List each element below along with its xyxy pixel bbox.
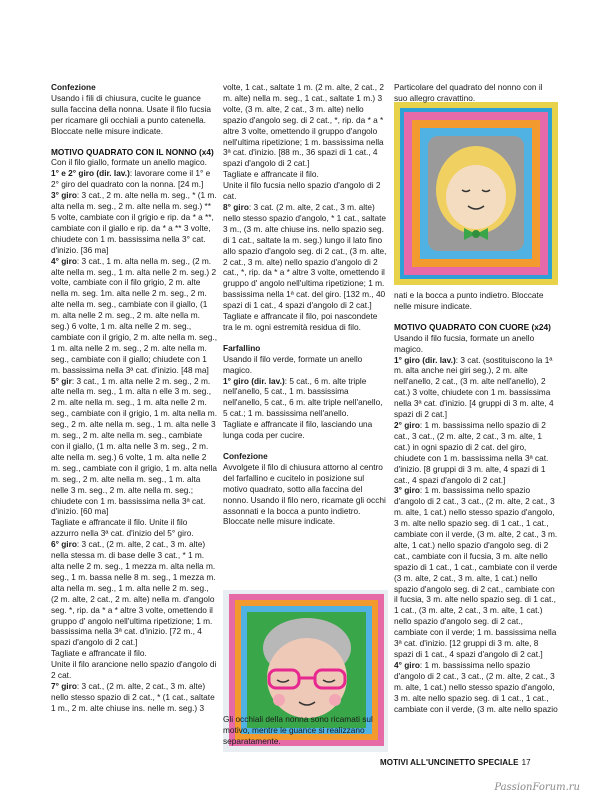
round-instruction [51,681,217,714]
round-instruction [394,660,558,715]
grandpa-square-photo [394,102,558,285]
watermark-text: PassionForum.ru [494,782,580,793]
body-paragraph: Tagliate e affrancate il filo. Unite il filo azzurro nella 3ª cat. d'inizio del 5° giro. [51,517,194,539]
round-instruction [223,202,388,311]
page-footer [380,758,531,767]
round-instruction [394,355,558,420]
section-heading: Confezione [223,451,268,461]
motif-title: MOTIVO QUADRATO CON CUORE (x24) [394,321,551,332]
round-text: : 1 m. bassissima nello spazio d'angolo di 2 cat., 3 cat., (2 m. alte, 2 cat., 3 m. alte, 1 cat.) nello stesso spazio d'angolo, 3 m. alte nello spazio seg. di 1 cat., 1 cat., cambiate con il verde, (3 m. alte, 2 cat., 3 m. alte, 1 cat.) nello spazio d'angolo seg. di 2 cat., cambiate con il fucsia, 3 m. alte nello spazio di 1 cat., 1 cat., cambiate con il verde (3 m. alte, 2 cat., 3 m. alte, 1 cat.) nello spazio d'angolo seg. di 2 cat., cambiate con il fucsia, 3 m. alte nello spazio seg. di 1 cat., 1 cat., (3 m. alte, 2 cat., 3 m. alte, 1 cat.) nello spazio d'angolo seg. di 2 cat., cambiate con il verde; 1 m. bassissima nella 3ª cat. d'inizio. [12 gruppi di 3 m. alte, 8 spazi di 1 cat., 4 spazi d'angolo di 2 cat.] [394,485,558,659]
round-text: : 3 cat., (2 m. alte, 2 cat., 3 m. alte) nella stessa m. di base delle 3 cat., * 1 m. alta nelle 2 m. seg., 1 mezza m. alta nella m. seg., 1 m. bassa nelle 8 m. seg., 1 mezza m. alta nella m. seg., 1 m. alta nelle 2 m. seg., (2 m. alte, 2 cat., 2 m. alte) nella m. d'angolo seg. *, rip. da * a * altre 3 volte, omettendo il gruppo d' angolo nell'ultima ripetizione; 1 m. bassissima nella 3ª cat. d'inizio. [72 m., 4 spazi d'angolo di 2 cat.] [51,539,216,648]
body-paragraph: Tagliate e affrancate il filo, poi nascondete tra le m. ogni estremità residua di filo. [223,311,378,332]
column-middle [223,82,388,527]
round-instruction [51,256,217,376]
section-heading: Confezione [51,82,96,92]
page-number: 17 [521,758,531,767]
round-label: 8° giro [223,201,249,212]
round-label: 3° giro [51,190,77,201]
round-instruction [51,539,217,648]
round-label: 7° giro [51,680,77,691]
body-paragraph: Unite il filo arancione nello spazio d'angolo di 2 cat. [51,659,217,681]
round-instruction [394,485,558,660]
section-heading: Farfallino [223,342,261,353]
footer-title: MOTIVI ALL'UNCINETTO SPECIALE [380,758,519,767]
round-label: 1° e 2° giro (dir. lav.) [51,168,130,179]
body-paragraph: nati e la bocca a punto indietro. Bloccate nelle misure indicate. [394,290,544,311]
round-instruction [51,376,217,518]
round-text: : 1 m. bassissima nello spazio d'angolo di 2 cat., 3 cat., (2 m. alte, 2 cat., 3 m. alte, 1 cat.) nello stesso spazio d'angolo, 3 m. alte nello spazio seg. di 1 cat., 1 cat., cambiate con il verde, (3 m. alte nello spazio [394,659,558,714]
round-text: : lavorare come il 1° e 2° giro del quadrato con la nonna. [24 m.] [51,168,211,190]
grandpa-photo-caption: Particolare del quadrato del nonno con il suo allegro cravattino. [394,82,543,103]
column-right [394,290,558,714]
round-label: 4° giro [51,255,77,266]
body-paragraph: Usando i fili di chiusura, cucite le guance sulla faccina della nonna. Usate il filo fucsia per ricamare gli occhiali a punto catenella. Bloccate nelle misure indicate. [51,92,212,136]
body-paragraph: volte, 1 cat., saltate 1 m. (2 m. alte, 2 cat., 2 m. alte) nella m. seg., 1 cat., saltate 1 m.) 3 volte, (3 m. alte, 2 cat., 3 m. alte) nello spazio d'angolo seg. di 2 cat., *, rip. da * a * altre 3 volte, omettendo il gruppo d'angolo nell'ultima ripetizione; 1 m. bassissima nella 3ª cat. d'inizio. [88 m., 36 spazi di 1 cat., 4 spazi d'angolo di 2 cat.] [223,82,384,169]
round-text: : 1 m. bassissima nello spazio di 2 cat., 3 cat., (2 m. alte, 2 cat., 3 m. alte, 1 cat.) in ogni spazio di 2 cat. del giro, chiudete con 1 m. bassissima nella 3ª cat. d'inizio. [8 gruppi di 3 m. alte, 4 spazi di 1 cat., 4 spazi d'angolo di 2 cat.] [394,419,549,485]
round-instruction [51,168,217,190]
round-label: 3° giro [394,485,420,496]
round-text: : 3 cat., 2 m. alte nella m. seg., * (1 m. alta nella m. seg., 2 m. alte nella m. seg.) ** 5 volte, cambiate con il grigio e rip. da * a **, cambiate con il giallo e rip. da * a ** 3 volte, chiudete con 1 m. bassissima nella 3° cat. d'inizio. [36 ma] [51,190,217,255]
body-paragraph: Avvolgete il filo di chiusura attorno al centro del farfallino e cucitelo in posizione sul motivo quadrato, sotto alla faccina del nonno. Usando il filo nero, ricamate gli occhi assonnati e la bocca a punto indietro. Bloccate nelle misure indicate. [223,461,386,527]
round-label: 6° giro [51,539,77,550]
round-text: : 3 cat. (sostituiscono la 1ª m. alta anche nei giri seg.), 2 m. alte nell'anello, 2 cat., (3 m. alte nell'anello), 2 cat.) 3 volte, chiudete con 1 m. bassissima nella 3ª cat. d'inizio. [4 gruppi di 3 m. alte, 4 spazi di 2 cat.] [394,354,554,420]
round-label: 4° giro [394,659,420,670]
body-paragraph: Unite il filo fucsia nello spazio d'angolo di 2 cat. [223,180,381,202]
round-instruction [51,190,217,255]
round-instruction [223,376,388,420]
body-paragraph: Tagliate e affrancate il filo, lasciando una lunga coda per cucire. [223,419,373,441]
round-label: 1° giro (dir. lav.) [223,375,285,386]
round-text: : 3 cat. (2 m. alte, 2 cat., 3 m. alte) nello stesso spazio d'angolo, * 1 cat., saltate 3 m., (3 m. alte chiuse ins. nello spazio seg. di 1 cat., saltate la m. seg.) lungo il lato fino allo spazio d'angolo seg. di 2 cat., (3 m. alte, 2 cat., 3 m. alte) nello spazio d'angolo di 2 cat., *, rip. da * a * altre 3 volte, omettendo il gruppo d' angolo nell'ultima ripetizione; 1 m. bassissima nella 1ª cat. del giro. [132 m., 40 spazi di 1 cat., 4 spazi d'angolo di 2 cat.] [223,201,387,311]
grandma-photo-caption: Gli occhiali della nonna sono ricamati sul motivo, mentre le guance si realizzano separatamente. [223,714,373,746]
body-paragraph: Usando il filo fucsia, formate un anello magico. [394,332,535,354]
round-label: 2° giro [394,419,420,430]
round-text: : 3 cat., 1 m. alta nelle 2 m. seg., 2 m. alte nella m. seg., 1 m. alta n elle 3 m. seg., 2 m. alte nella m. seg., 1 m. alta nelle 2 m. seg., cambiate con il grigio, 1 m. alta nella m. seg., 2 m. alte nella m. seg., 1 m. alta nelle 3 m. seg., 2 m. alte nella m. seg., cambiate con il giallo, (1 m. alta nelle 3 m. seg., 2 m. alte nella m. seg.) 6 volte, 1 m. alta nelle 2 m. seg., cambiate con il grigio, 1 m. alta nella m. seg., 2 m. alte nella m. seg., 1 m. alta nelle 3 m. seg., 2 m. alte nella m. seg.; chiudete con 1 m. bassissima nella 3ª cat. d'inizio. [60 ma] [51,375,218,517]
round-text: : 3 cat., (2 m. alte, 2 cat., 3 m. alte) nello stesso spazio di 2 cat., * (1 cat., saltate 1 m., 2 m. alte chiuse ins. nelle m. seg.) 3 [51,680,215,713]
body-paragraph: Tagliate e affrancate il filo. [223,169,319,180]
round-text: : 5 cat., 6 m. alte triple nell'anello, 5 cat., 1 m. bassissima nell'anello, 5 cat., 6 m. alte triple nell'anello, 5 cat.; 1 m. bassissima nell'anello. [223,375,383,419]
column-left [51,82,217,714]
body-paragraph: Tagliate e affrancate il filo. [51,648,147,659]
grandpa-square-illustration [394,102,558,285]
round-instruction [394,420,558,485]
body-paragraph: Usando il filo verde, formate un anello magico. [223,353,363,375]
round-text: : 3 cat., 1 m. alta nella m. seg., (2 m. alte nella m. seg., 1 m. alta nelle 2 m. seg.) 2 volte, cambiate con il filo grigio, 2 m. alte nella m. seg. 1m. alta nelle 2 m. seg., 2 m. alte nella m. seg., cambiate con il giallo, (1 m. alta nelle 2 m. seg., 2 m. alte nella m. seg.) 6 volte, 1 m. alta nelle 2 m. seg., cambiate con il grigio, 2 m. alte nella m. seg., 1 m. alta nelle 2 m. seg., 2 m. alte nella m. seg., cambiate con il giallo; chiudete con 1 m. bassissima nella 3ª cat. d'inizio. [48 ma] [51,255,218,375]
round-label: 5° gir [51,375,72,386]
round-label: 1° giro (dir. lav.) [394,354,456,365]
body-paragraph: Con il filo giallo, formate un anello magico. [51,157,207,168]
motif-title: MOTIVO QUADRATO CON IL NONNO (x4) [51,146,214,157]
